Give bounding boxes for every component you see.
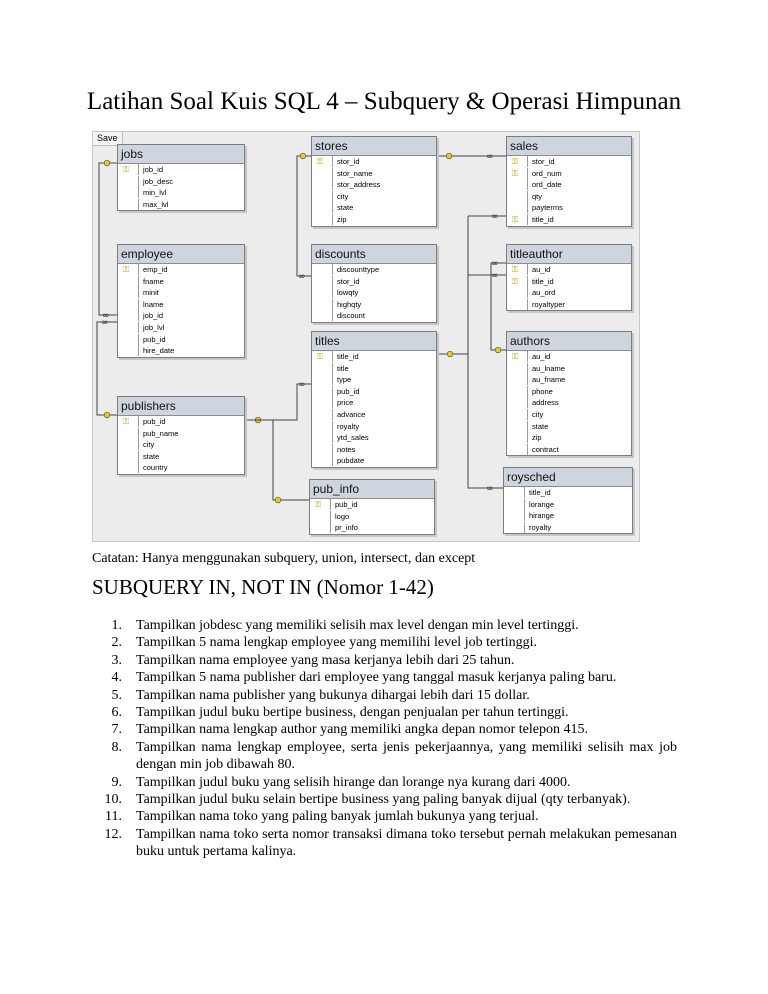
row-selector (511, 363, 528, 374)
column-name: notes (337, 444, 356, 454)
column-name: lname (143, 299, 164, 309)
column-row[interactable] (504, 522, 632, 534)
column-row[interactable] (507, 444, 631, 456)
table-publishers[interactable] (117, 396, 245, 475)
row-selector (316, 455, 333, 466)
column-row[interactable] (312, 421, 436, 433)
column-name: stor_id (532, 157, 555, 166)
column-name: royalty (337, 421, 360, 431)
column-row[interactable] (118, 322, 244, 334)
table-sales[interactable] (506, 136, 632, 227)
primary-key-icon: ⚿ (123, 265, 130, 274)
question-text: Tampilkan nama publisher yang bukunya dihargai lebih dari 15 dollar. (136, 687, 530, 703)
many-end-infinity-icon: ∞ (491, 271, 499, 281)
primary-key-icon: ⚿ (123, 165, 130, 174)
column-name: stor_name (337, 168, 373, 178)
page-title: Latihan Soal Kuis SQL 4 – Subquery & Operasi Himpunan (86, 88, 682, 115)
column-name: pr_info (335, 523, 358, 533)
table-pub-info[interactable] (309, 479, 435, 535)
one-end-key-icon (446, 153, 452, 159)
column-name: hire_date (143, 346, 175, 356)
row-selector (122, 462, 139, 473)
column-name: country (143, 463, 168, 473)
column-name: discount (337, 311, 365, 321)
column-name: stor_id (337, 276, 360, 286)
row-selector (316, 299, 333, 310)
column-row[interactable] (507, 374, 631, 386)
column-name: job_id (143, 165, 164, 174)
row-selector (122, 287, 139, 298)
column-row[interactable] (312, 310, 436, 322)
row-selector (314, 522, 331, 533)
row-selector (316, 214, 333, 225)
row-selector (316, 287, 333, 298)
column-name: minit (143, 288, 159, 298)
rel-stores-discounts (297, 156, 311, 276)
column-row[interactable] (312, 179, 436, 191)
one-end-key-icon (104, 412, 110, 418)
question-number: 1. (111, 618, 122, 633)
many-end-infinity-icon: ∞ (491, 212, 499, 222)
row-selector (508, 522, 525, 533)
column-row[interactable] (507, 156, 631, 168)
column-row[interactable] (118, 416, 244, 428)
question-number: 12. (104, 826, 122, 842)
column-row[interactable] (312, 432, 436, 444)
column-row[interactable] (118, 187, 244, 199)
primary-key-icon: ⚿ (512, 352, 519, 361)
column-row[interactable] (312, 374, 436, 386)
row-selector (316, 363, 333, 374)
row-selector (316, 264, 333, 275)
column-name: zip (337, 214, 347, 224)
column-row[interactable] (118, 164, 244, 176)
question-text: Tampilkan 5 nama lengkap employee yang memilihi level job tertinggi. (136, 635, 538, 651)
row-selector (511, 444, 528, 455)
row-selector (122, 345, 139, 356)
column-row[interactable] (507, 421, 631, 433)
rel-publishers-employee (97, 322, 117, 415)
column-name: pub_id (143, 417, 166, 426)
column-name: qty (532, 191, 543, 201)
column-row[interactable] (312, 351, 436, 363)
column-name: title_id (532, 214, 554, 224)
column-row[interactable] (507, 264, 631, 276)
column-name: title (337, 363, 349, 373)
column-name: pub_id (143, 334, 166, 344)
column-name: pub_id (337, 386, 360, 396)
column-row[interactable] (312, 202, 436, 214)
many-end-infinity-icon: ∞ (298, 380, 306, 390)
column-row[interactable] (504, 499, 632, 511)
table-name: roysched (504, 468, 632, 487)
table-name: pub_info (310, 480, 434, 499)
column-row[interactable] (118, 287, 244, 299)
table-titles[interactable] (311, 331, 437, 468)
column-name: city (337, 191, 349, 201)
column-name: logo (335, 511, 350, 521)
column-row[interactable] (507, 168, 631, 180)
column-name: pub_id (335, 500, 358, 509)
column-name: max_lvl (143, 199, 169, 209)
question-item (92, 721, 677, 738)
column-name: emp_id (143, 265, 168, 274)
column-name: ytd_sales (337, 433, 369, 443)
table-name: jobs (118, 145, 244, 164)
row-selector (316, 432, 333, 443)
row-selector (122, 199, 139, 210)
row-selector (316, 191, 333, 202)
many-end-infinity-icon: ∞ (102, 311, 110, 321)
save-button[interactable]: Save (93, 132, 123, 146)
column-row[interactable] (507, 386, 631, 398)
column-name: au_fname (532, 375, 566, 385)
row-selector (122, 439, 139, 450)
column-name: au_lname (532, 363, 565, 373)
row-selector (122, 451, 139, 462)
column-name: zip (532, 433, 542, 443)
row-selector (316, 168, 333, 179)
column-row[interactable] (310, 499, 434, 511)
question-item (92, 669, 677, 686)
column-row[interactable] (118, 345, 244, 357)
column-name: discounttype (337, 265, 380, 274)
question-text: Tampilkan judul buku yang selisih hirange dan lorange nya kurang dari 4000. (136, 774, 571, 790)
row-selector (122, 322, 139, 333)
column-row[interactable] (118, 276, 244, 288)
column-row[interactable] (507, 287, 631, 299)
column-name: payterms (532, 203, 563, 213)
table-name: titleauthor (507, 245, 631, 264)
many-end-infinity-icon: ∞ (101, 318, 109, 328)
database-diagram (92, 131, 640, 542)
column-name: stor_address (337, 180, 381, 190)
column-row[interactable] (312, 168, 436, 180)
table-name: discounts (312, 245, 436, 264)
row-selector (122, 276, 139, 287)
column-name: advance (337, 409, 366, 419)
column-row[interactable] (507, 299, 631, 311)
row-selector (316, 397, 333, 408)
column-row[interactable] (312, 386, 436, 398)
many-end-infinity-icon: ∞ (491, 259, 499, 269)
column-row[interactable] (507, 351, 631, 363)
row-selector (511, 299, 528, 310)
question-text: Tampilkan jobdesc yang memiliki selisih max level dengan min level tertinggi. (136, 618, 579, 633)
row-selector (511, 421, 528, 432)
row-selector (316, 409, 333, 420)
row-selector (508, 487, 525, 498)
column-name: title_id (532, 276, 554, 286)
question-item (92, 739, 677, 774)
column-row[interactable] (507, 191, 631, 203)
column-row[interactable] (310, 522, 434, 534)
row-selector (508, 510, 525, 521)
question-text: Tampilkan judul buku selain bertipe business yang paling banyak dijual (qty terbanyak). (136, 792, 631, 808)
column-row[interactable] (118, 176, 244, 188)
column-row[interactable] (504, 487, 632, 499)
question-item (92, 652, 677, 669)
column-name: state (143, 451, 160, 461)
column-name: ord_num (532, 168, 562, 178)
row-selector (122, 187, 139, 198)
row-selector (314, 511, 331, 522)
row-selector (122, 299, 139, 310)
table-stores[interactable] (311, 136, 437, 227)
column-row[interactable] (507, 276, 631, 288)
column-row[interactable] (312, 191, 436, 203)
column-row[interactable] (118, 199, 244, 211)
column-row[interactable] (312, 214, 436, 226)
row-selector (316, 202, 333, 213)
column-name: address (532, 398, 559, 408)
question-item (92, 617, 677, 634)
row-selector (316, 421, 333, 432)
rel-publishers-pubinfo (243, 420, 309, 500)
many-end-infinity-icon: ∞ (486, 152, 494, 162)
column-row[interactable] (118, 439, 244, 451)
column-row[interactable] (312, 287, 436, 299)
many-end-infinity-icon: ∞ (298, 272, 306, 282)
row-selector (316, 374, 333, 385)
column-name: contract (532, 444, 559, 454)
rel-jobs-employee (99, 163, 117, 315)
table-jobs[interactable] (117, 144, 245, 211)
question-text: Tampilkan nama toko serta nomor transaksi dimana toko tersebut pernah melakukan pemesanan buku untuk pertama kalinya. (136, 826, 677, 860)
column-row[interactable] (507, 179, 631, 191)
row-selector (511, 397, 528, 408)
table-roysched[interactable] (503, 467, 633, 534)
row-selector (508, 499, 525, 510)
table-name: employee (118, 245, 244, 264)
column-name: city (143, 440, 155, 450)
row-selector (316, 276, 333, 287)
column-name: job_lvl (143, 322, 165, 332)
primary-key-icon: ⚿ (512, 168, 519, 178)
table-name: publishers (118, 397, 244, 416)
one-end-key-icon (495, 347, 501, 353)
column-row[interactable] (507, 432, 631, 444)
column-name: price (337, 398, 354, 408)
column-row[interactable] (118, 264, 244, 276)
row-selector (122, 428, 139, 439)
question-item (92, 634, 677, 651)
question-item (92, 687, 677, 704)
row-selector (511, 432, 528, 443)
column-name: au_ord (532, 288, 556, 298)
primary-key-icon: ⚿ (512, 276, 519, 286)
primary-key-icon: ⚿ (315, 500, 322, 509)
column-row[interactable] (312, 299, 436, 311)
column-name: ord_date (532, 180, 562, 190)
column-row[interactable] (310, 511, 434, 523)
question-item (92, 774, 677, 791)
column-name: job_desc (143, 176, 174, 186)
question-list (92, 617, 677, 861)
row-selector (511, 409, 528, 420)
one-end-key-icon (275, 497, 281, 503)
column-name: royaltyper (532, 299, 565, 309)
column-name: title_id (337, 352, 359, 361)
row-selector (122, 310, 139, 321)
question-number: 5. (111, 687, 122, 703)
many-end-infinity-icon: ∞ (486, 484, 494, 494)
question-item (92, 826, 677, 861)
column-row[interactable] (312, 156, 436, 168)
column-row[interactable] (118, 462, 244, 474)
question-text: Tampilkan nama employee yang masa kerjanya lebih dari 25 tahun. (136, 652, 515, 668)
column-name: type (337, 375, 352, 385)
column-name: au_id (532, 265, 551, 274)
row-selector (316, 179, 333, 190)
row-selector (511, 287, 528, 298)
column-name: city (532, 409, 544, 419)
table-authors[interactable] (506, 331, 632, 456)
column-name: highqty (337, 299, 362, 309)
column-row[interactable] (312, 455, 436, 467)
row-selector (316, 310, 333, 321)
question-item (92, 808, 677, 825)
table-name: titles (312, 332, 436, 351)
column-row[interactable] (507, 202, 631, 214)
table-name: authors (507, 332, 631, 351)
question-number: 10. (104, 792, 122, 808)
column-row[interactable] (507, 363, 631, 375)
row-selector (511, 179, 528, 190)
row-selector (316, 444, 333, 455)
primary-key-icon: ⚿ (123, 417, 130, 426)
row-selector (122, 334, 139, 345)
question-number: 4. (111, 670, 122, 686)
column-row[interactable] (312, 363, 436, 375)
column-name: job_id (143, 311, 164, 321)
row-selector (511, 202, 528, 213)
question-text: Tampilkan 5 nama publisher dari employee yang tanggal masuk kerjanya paling baru. (136, 670, 617, 686)
question-number: 6. (111, 705, 122, 721)
column-name: au_id (532, 352, 551, 361)
primary-key-icon: ⚿ (317, 352, 324, 361)
question-number: 2. (111, 635, 122, 651)
row-selector (511, 191, 528, 202)
column-row[interactable] (312, 397, 436, 409)
column-name: min_lvl (143, 188, 167, 198)
column-name: pubdate (337, 456, 365, 466)
table-titleauthor[interactable] (506, 244, 632, 311)
row-selector (511, 374, 528, 385)
note-text: Catatan: Hanya menggunakan subquery, union, intersect, dan except (92, 551, 476, 566)
question-number: 7. (111, 722, 122, 738)
column-name: state (532, 421, 549, 431)
question-text: Tampilkan judul buku bertipe business, dengan penjualan per tahun tertinggi. (136, 705, 569, 721)
primary-key-icon: ⚿ (512, 157, 519, 166)
column-row[interactable] (507, 214, 631, 226)
question-text: Tampilkan nama lengkap employee, serta jenis pekerjaannya, yang memiliki selisih max job dengan min job dibawah 80. (136, 739, 677, 773)
primary-key-icon: ⚿ (512, 265, 519, 274)
one-end-key-icon (300, 153, 306, 159)
column-name: state (337, 203, 354, 213)
row-selector (316, 386, 333, 397)
column-row[interactable] (118, 299, 244, 311)
table-name: sales (507, 137, 631, 156)
column-row[interactable] (118, 334, 244, 346)
column-name: royalty (529, 522, 552, 532)
column-name: phone (532, 386, 553, 396)
column-row[interactable] (312, 409, 436, 421)
column-row[interactable] (118, 451, 244, 463)
column-row[interactable] (312, 276, 436, 288)
section-heading: SUBQUERY IN, NOT IN (Nomor 1-42) (92, 575, 434, 599)
column-name: hirange (529, 511, 555, 521)
table-discounts[interactable] (311, 244, 437, 323)
column-name: lowqty (337, 288, 359, 298)
one-end-key-icon (104, 160, 110, 166)
primary-key-icon: ⚿ (317, 157, 324, 166)
column-row[interactable] (504, 510, 632, 522)
column-name: stor_id (337, 157, 360, 166)
row-selector (511, 386, 528, 397)
table-name: stores (312, 137, 436, 156)
column-row[interactable] (312, 264, 436, 276)
column-name: fname (143, 276, 164, 286)
primary-key-icon: ⚿ (512, 214, 519, 224)
column-row[interactable] (312, 444, 436, 456)
column-row[interactable] (507, 409, 631, 421)
question-text: Tampilkan nama lengkap author yang memiliki angka depan nomor telepon 415. (136, 722, 588, 738)
column-name: lorange (529, 499, 555, 509)
column-row[interactable] (118, 428, 244, 440)
column-row[interactable] (507, 397, 631, 409)
question-number: 11. (105, 809, 122, 825)
one-end-key-icon (447, 351, 453, 357)
question-text: Tampilkan nama toko yang paling banyak jumlah bukunya yang terjual. (136, 809, 539, 825)
question-number: 9. (111, 774, 122, 790)
question-number: 3. (111, 652, 122, 668)
question-item (92, 704, 677, 721)
question-number: 8. (111, 739, 122, 755)
table-employee[interactable] (117, 244, 245, 358)
column-row[interactable] (118, 310, 244, 322)
row-selector (122, 176, 139, 187)
column-name: pub_name (143, 428, 179, 438)
column-name: title_id (529, 488, 551, 497)
question-item (92, 791, 677, 808)
